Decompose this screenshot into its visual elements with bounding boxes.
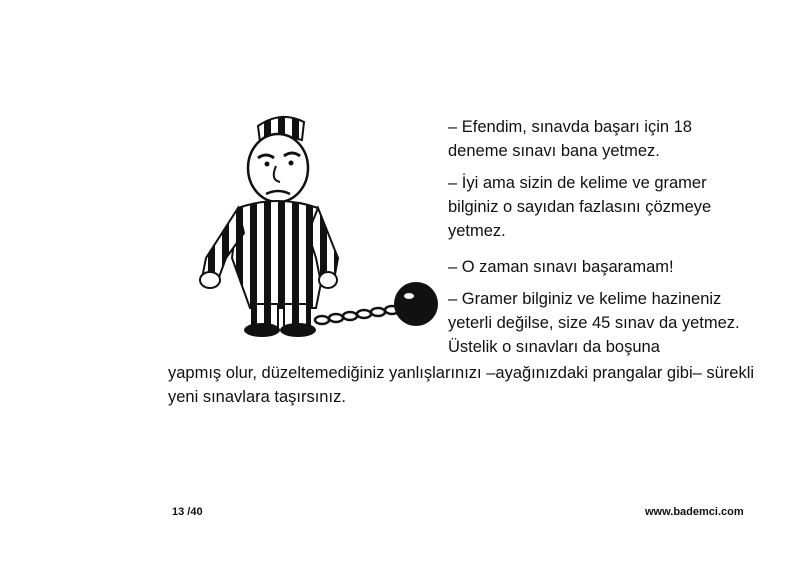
dialogue-line-4-continued: yapmış olur, düzeltemediğiniz yanlışlarınızı –ayağınızdaki prangalar gibi– sürekli yeni sınavlara taşırsınız. <box>168 364 755 406</box>
website-link[interactable]: www.bademci.com <box>645 506 744 518</box>
dialogue-line-2: – İyi ama sizin de kelime ve gramer bilginiz o sayıdan fazlasını çözmeye yetmez. <box>448 174 712 240</box>
dialogue-line-1: – Efendim, sınavda başarı için 18 deneme sınavı bana yetmez. <box>448 118 692 160</box>
page-number: 13 /40 <box>172 506 203 518</box>
dialogue-line-4: – Gramer bilginiz ve kelime hazineniz yeterli değilse, size 45 sınav da yetmez. Üstelik o sınavları da boşuna <box>448 290 740 356</box>
prisoner-cartoon-icon <box>166 108 442 340</box>
dialogue-line-3: – O zaman sınavı başaramam! <box>448 258 674 276</box>
